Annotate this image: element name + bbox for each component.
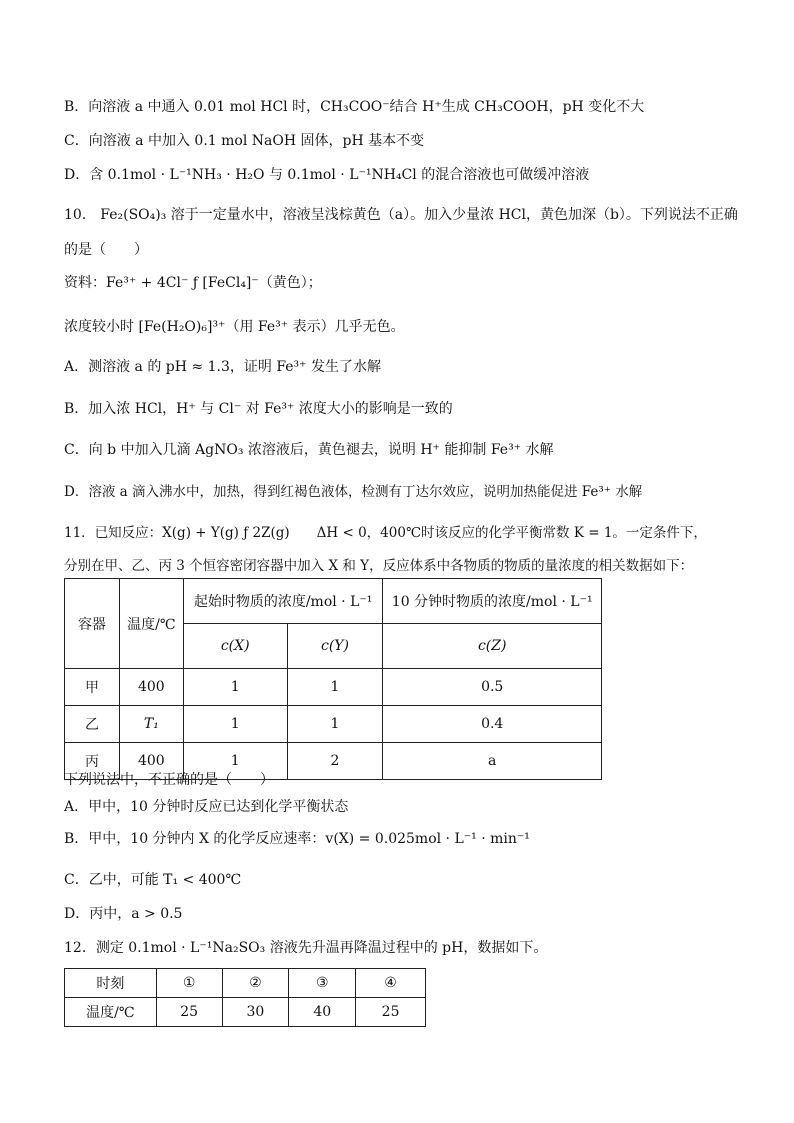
row-temp: T₁ (119, 706, 183, 743)
temp-cell: 40 (289, 998, 356, 1027)
option-9d: D．含 0.1mol · L⁻¹NH₃ · H₂O 与 0.1mol · L⁻¹NH₄Cl 的混合溶液也可做缓冲溶液 (64, 167, 590, 183)
row-cx: 1 (183, 706, 287, 743)
temp-cell: 25 (356, 998, 426, 1027)
header-time: 时刻 (65, 969, 157, 998)
temp-cell: 30 (222, 998, 289, 1027)
row-cx: 1 (183, 743, 287, 780)
table-row (65, 669, 602, 706)
temp-cell: 25 (156, 998, 222, 1027)
option-11c: C．乙中，可能 T₁ < 400℃ (64, 872, 242, 888)
question-11-prompt: 下列说法中，不正确的是（ ） (64, 772, 274, 788)
question-10-stem-2: 的是（ ） (64, 242, 148, 258)
row-cy: 2 (287, 743, 383, 780)
time-cell: ④ (356, 969, 426, 998)
row-temp: 400 (119, 743, 183, 780)
option-11d: D．丙中，a > 0.5 (64, 906, 183, 922)
time-cell: ② (222, 969, 289, 998)
row-cz: a (383, 743, 602, 780)
option-9c: C．向溶液 a 中加入 0.1 mol NaOH 固体，pH 基本不变 (64, 133, 425, 149)
row-cy: 1 (287, 706, 383, 743)
question-10-info-1: 资料：Fe³⁺ + 4Cl⁻ ƒ [FeCl₄]⁻（黄色）； (64, 275, 322, 291)
header-cx: c(X) (183, 624, 287, 669)
row-name: 乙 (65, 706, 120, 743)
question-11-stem-2: 分别在甲、乙、丙 3 个恒容密闭容器中加入 X 和 Y，反应体系中各物质的物质的量浓度的相关数据如下： (64, 558, 694, 574)
row-cx: 1 (183, 669, 287, 706)
time-cell: ① (156, 969, 222, 998)
header-container: 容器 (65, 579, 120, 669)
row-name: 丙 (65, 743, 120, 780)
option-10b: B．加入浓 HCl，H⁺ 与 Cl⁻ 对 Fe³⁺ 浓度大小的影响是一致的 (64, 401, 453, 417)
header-cz: c(Z) (383, 624, 602, 669)
option-11b: B．甲中，10 分钟内 X 的化学反应速率：v(X) = 0.025mol · L⁻¹ · min⁻¹ (64, 831, 530, 847)
row-cz: 0.5 (383, 669, 602, 706)
option-10a: A．测溶液 a 的 pH ≈ 1.3，证明 Fe³⁺ 发生了水解 (64, 359, 382, 375)
header-initial-concentration: 起始时物质的浓度/mol · L⁻¹ (183, 579, 383, 624)
table-row (65, 998, 426, 1027)
question-11-stem-1: 11．已知反应：X(g) + Y(g) ƒ 2Z(g) ΔH < 0，400℃时该反应的化学平衡常数 K = 1。一定条件下， (64, 525, 707, 541)
header-ten-minute-concentration: 10 分钟时物质的浓度/mol · L⁻¹ (383, 579, 602, 624)
header-cy: c(Y) (287, 624, 383, 669)
time-cell: ③ (289, 969, 356, 998)
concentration-table (64, 578, 602, 780)
header-temperature: 温度/℃ (119, 579, 183, 669)
question-12-stem: 12．测定 0.1mol · L⁻¹Na₂SO₃ 溶液先升温再降温过程中的 pH，数据如下。 (64, 940, 548, 956)
option-10d: D．溶液 a 滴入沸水中，加热，得到红褐色液体，检测有丁达尔效应，说明加热能促进 Fe³⁺ 水解 (64, 484, 643, 500)
row-name: 甲 (65, 669, 120, 706)
question-10-info-2: 浓度较小时 [Fe(H₂O)₆]³⁺（用 Fe³⁺ 表示）几乎无色。 (64, 319, 405, 335)
header-temperature: 温度/℃ (65, 998, 157, 1027)
row-cy: 1 (287, 669, 383, 706)
option-9b: B．向溶液 a 中通入 0.01 mol HCl 时，CH₃COO⁻结合 H⁺生成 CH₃COOH，pH 变化不大 (64, 99, 645, 115)
temperature-table (64, 968, 426, 1027)
option-10c: C．向 b 中加入几滴 AgNO₃ 浓溶液后，黄色褪去，说明 H⁺ 能抑制 Fe³⁺ 水解 (64, 442, 554, 458)
table-row (65, 706, 602, 743)
row-temp: 400 (119, 669, 183, 706)
row-cz: 0.4 (383, 706, 602, 743)
option-11a: A．甲中，10 分钟时反应已达到化学平衡状态 (64, 799, 349, 815)
table-row (65, 969, 426, 998)
question-10-stem-1: 10． Fe₂(SO₄)₃ 溶于一定量水中，溶液呈浅棕黄色（a）。加入少量浓 HCl，黄色加深（b）。下列说法不正确 (64, 207, 738, 223)
